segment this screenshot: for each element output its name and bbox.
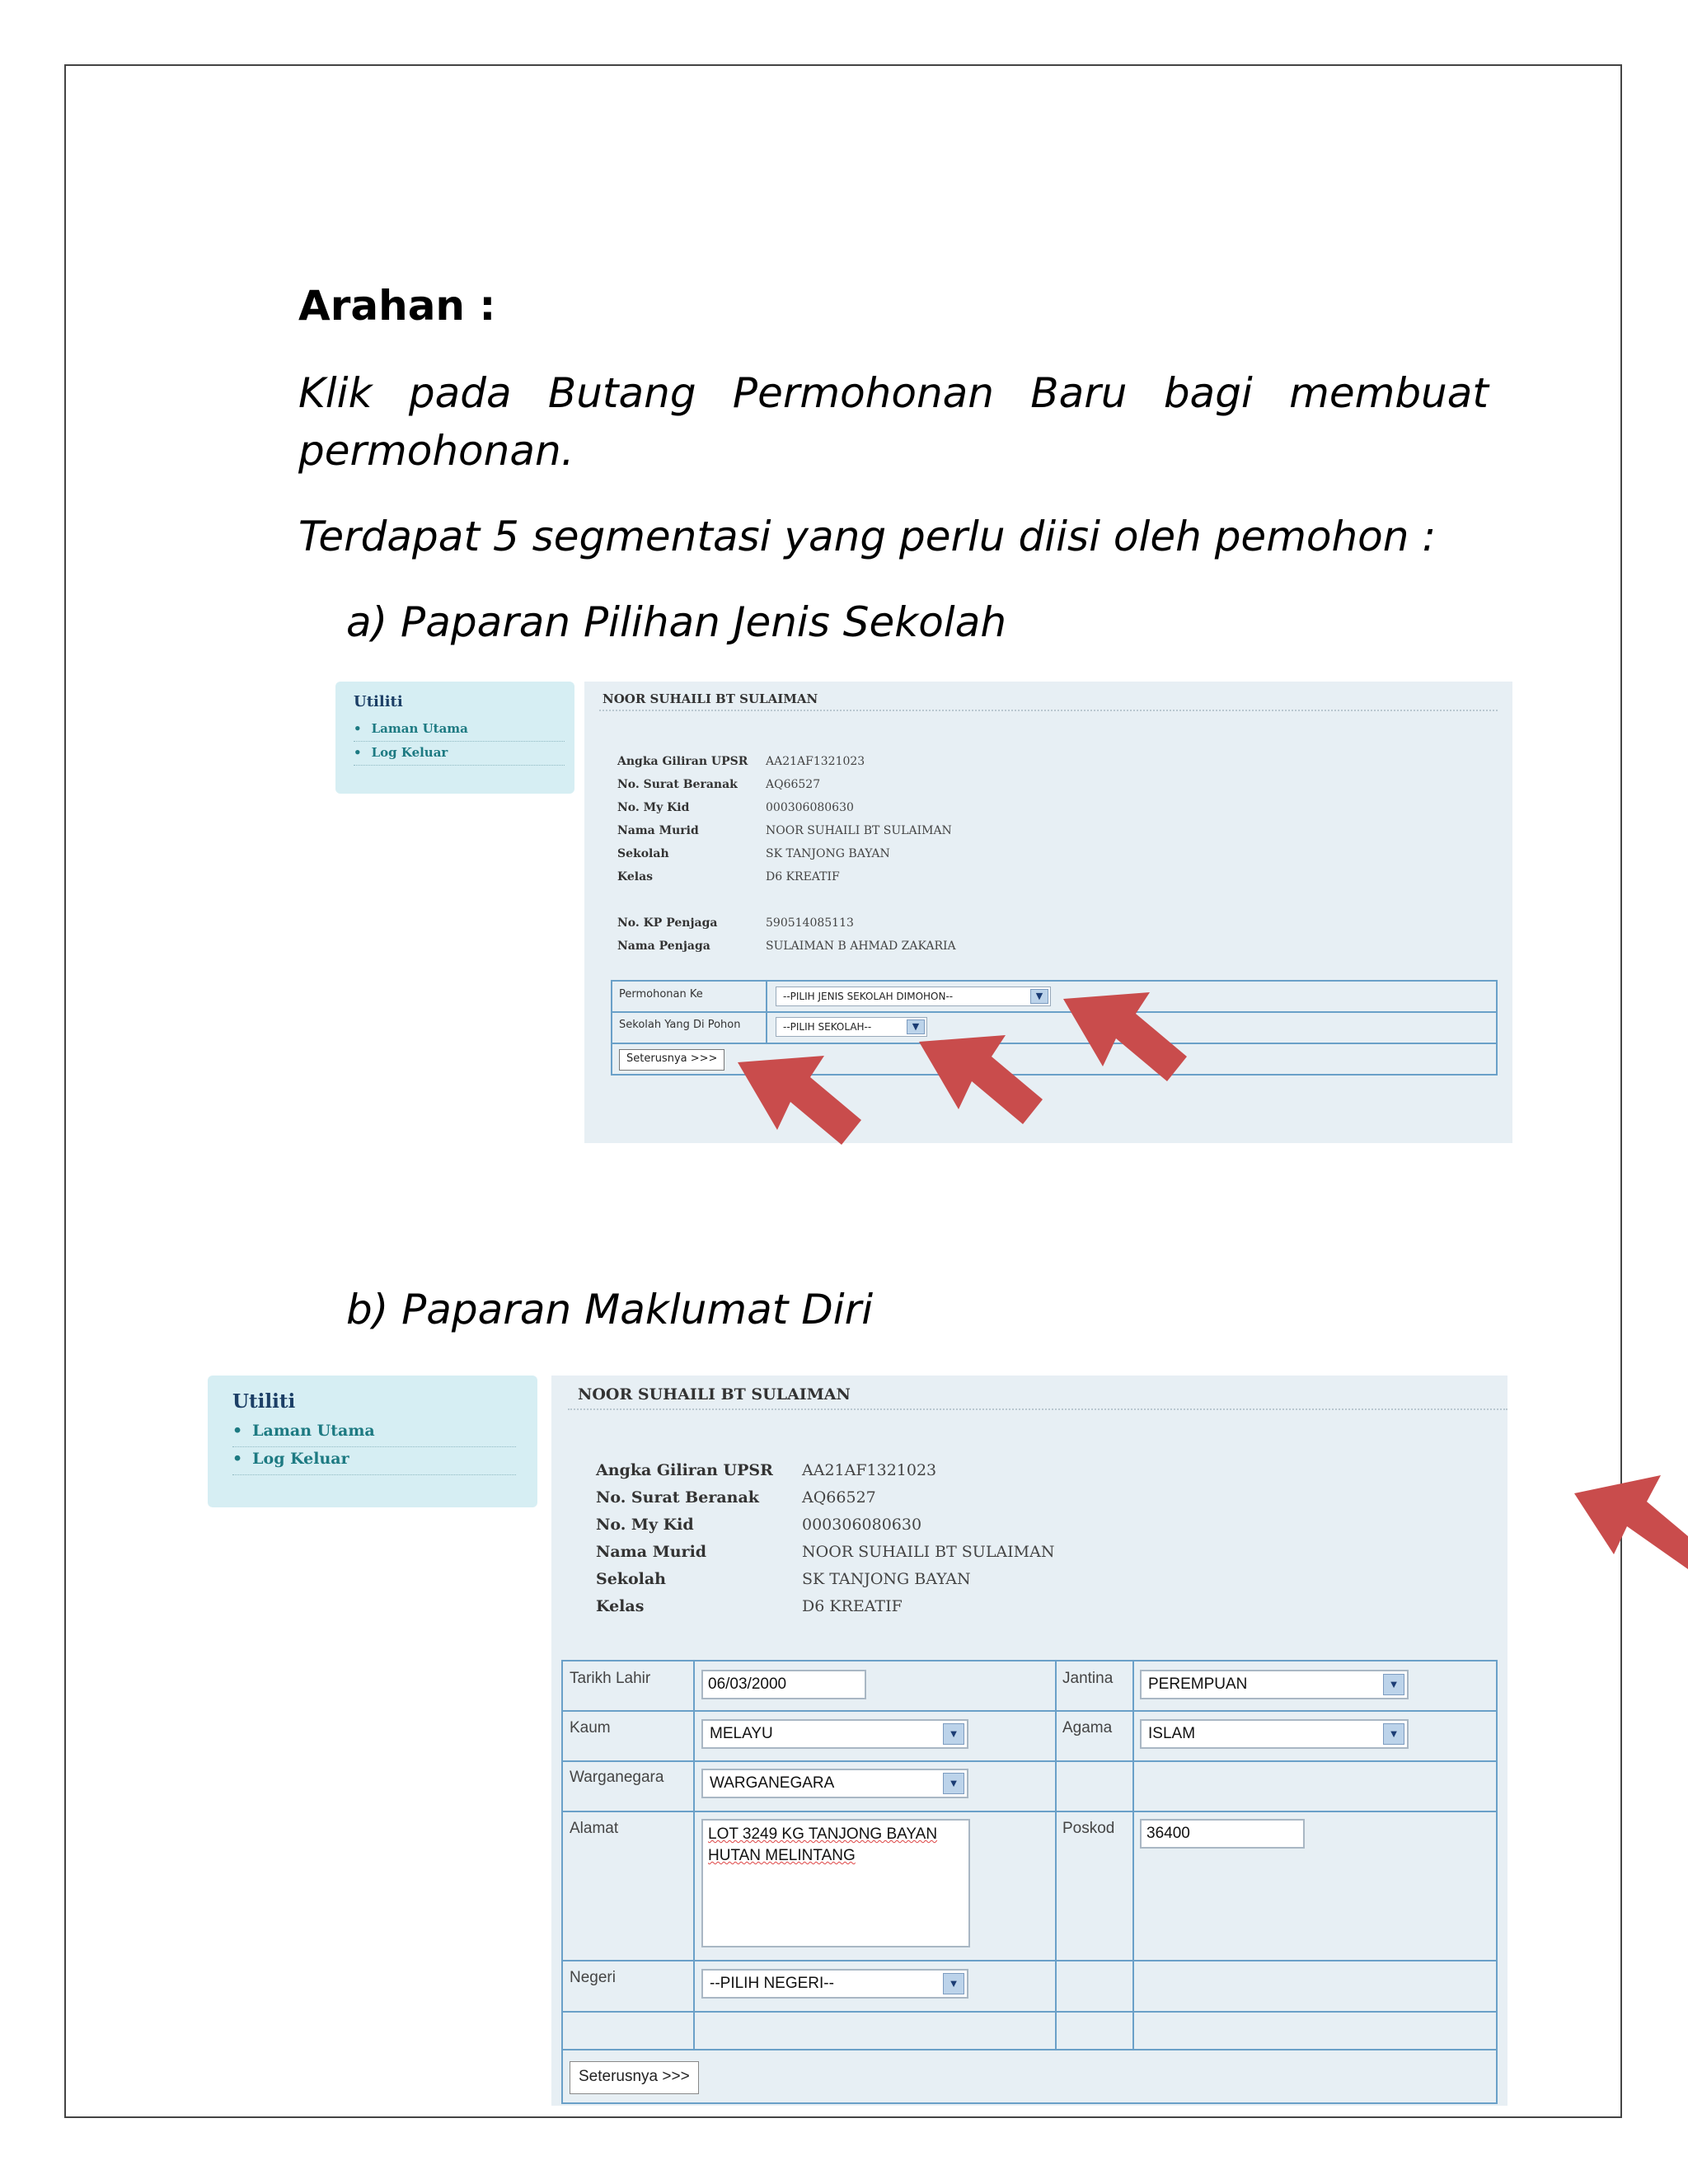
sidebar-utiliti-b — [208, 1376, 537, 1507]
arrow-pointer-icon — [729, 1052, 870, 1160]
instruction-line-1: Klik pada Butang Permohonan Baru bagi membuat — [298, 369, 1489, 417]
label-nama-murid: Nama Murid — [596, 1543, 707, 1561]
instruction-heading: Arahan : — [298, 282, 496, 330]
jantina-label: Jantina — [1062, 1670, 1114, 1687]
chevron-down-icon: ▼ — [1030, 989, 1048, 1004]
sekolah-dipohon-select-value: --PILIH SEKOLAH-- — [783, 1021, 872, 1033]
divider — [563, 2049, 1496, 2050]
personal-info-form — [561, 1660, 1498, 2104]
divider — [1055, 1661, 1057, 2049]
value-kelas: D6 KREATIF — [766, 870, 840, 883]
divider — [563, 1811, 1496, 1812]
divider — [612, 1011, 1496, 1013]
value-surat-beranak: AQ66527 — [802, 1488, 876, 1507]
alamat-label: Alamat — [570, 1820, 619, 1837]
info-row-nama-murid — [617, 824, 952, 837]
value-sekolah: SK TANJONG BAYAN — [766, 847, 890, 860]
negeri-label: Negeri — [570, 1969, 616, 1986]
negeri-select[interactable] — [701, 1969, 968, 1999]
alamat-line-1: LOT 3249 KG TANJONG BAYAN — [708, 1825, 938, 1843]
label-nama-penjaga: Nama Penjaga — [617, 940, 710, 953]
chevron-down-icon: ▼ — [943, 1723, 964, 1745]
chevron-down-icon: ▼ — [943, 1973, 964, 1994]
label-upsr: Angka Giliran UPSR — [617, 755, 748, 768]
divider — [563, 2011, 1496, 2013]
value-upsr: AA21AF1321023 — [802, 1461, 937, 1479]
info-row-mykid — [617, 801, 854, 814]
label-upsr: Angka Giliran UPSR — [596, 1461, 773, 1479]
chevron-down-icon: ▼ — [943, 1773, 964, 1794]
kaum-label: Kaum — [570, 1719, 611, 1736]
value-mykid: 000306080630 — [802, 1516, 922, 1534]
alamat-textarea[interactable] — [701, 1819, 970, 1947]
divider — [599, 710, 1498, 711]
label-sekolah: Sekolah — [596, 1570, 666, 1588]
value-surat-beranak: AQ66527 — [766, 778, 821, 791]
permohonan-select[interactable] — [776, 987, 1051, 1006]
section-b-title: b) Paparan Maklumat Diri — [346, 1286, 874, 1333]
sidebar-item-log-keluar[interactable]: • Log Keluar — [232, 1450, 516, 1475]
value-nama-penjaga: SULAIMAN B AHMAD ZAKARIA — [766, 940, 956, 953]
value-kp-penjaga: 590514085113 — [766, 916, 854, 930]
divider — [563, 1960, 1496, 1961]
arrow-pointer-icon — [911, 1032, 1051, 1139]
arrow-pointer-icon — [1055, 989, 1195, 1096]
divider — [568, 1408, 1507, 1410]
label-nama-murid: Nama Murid — [617, 824, 699, 837]
value-mykid: 000306080630 — [766, 801, 854, 814]
info-row-kelas — [596, 1597, 903, 1615]
chevron-down-icon: ▼ — [1383, 1674, 1404, 1695]
info-row-upsr — [596, 1461, 936, 1479]
label-kelas: Kelas — [617, 870, 654, 883]
info-row-kp-penjaga — [617, 916, 854, 930]
student-name-heading: NOOR SUHAILI BT SULAIMAN — [603, 691, 818, 706]
seterusnya-button[interactable]: Seterusnya >>> — [570, 2061, 699, 2094]
info-row-sekolah — [596, 1570, 971, 1588]
kaum-select-value: MELAYU — [710, 1725, 773, 1742]
chevron-down-icon: ▼ — [1383, 1723, 1404, 1745]
value-kelas: D6 KREATIF — [802, 1597, 903, 1615]
info-row-upsr — [617, 755, 865, 768]
permohonan-select-value: --PILIH JENIS SEKOLAH DIMOHON-- — [783, 991, 954, 1002]
sekolah-dipohon-select[interactable] — [776, 1017, 927, 1037]
tarikh-lahir-input[interactable] — [701, 1670, 866, 1699]
divider — [693, 1661, 695, 2049]
seterusnya-button[interactable]: Seterusnya >>> — [619, 1049, 724, 1071]
sidebar-title: Utiliti — [232, 1390, 296, 1413]
label-kelas: Kelas — [596, 1597, 645, 1615]
sidebar-item-log-keluar[interactable]: • Log Keluar — [354, 745, 565, 766]
info-row-nama-murid — [596, 1543, 1054, 1561]
agama-select-value: ISLAM — [1148, 1725, 1196, 1742]
warganegara-select[interactable] — [701, 1769, 968, 1798]
poskod-input[interactable] — [1140, 1819, 1305, 1849]
section-a-title: a) Paparan Pilihan Jenis Sekolah — [346, 598, 1007, 646]
warganegara-label: Warganegara — [570, 1769, 664, 1786]
jantina-select[interactable] — [1140, 1670, 1409, 1699]
arrow-pointer-icon — [1566, 1472, 1688, 1579]
label-surat-beranak: No. Surat Beranak — [617, 778, 738, 791]
divider — [563, 1760, 1496, 1762]
segment-intro: Terdapat 5 segmentasi yang perlu diisi oleh pemohon : — [298, 513, 1437, 560]
sidebar-item-laman-utama[interactable]: • Laman Utama — [354, 721, 565, 742]
info-row-surat-beranak — [596, 1488, 876, 1507]
main-panel-b — [551, 1376, 1507, 2106]
value-nama-murid: NOOR SUHAILI BT SULAIMAN — [802, 1543, 1055, 1561]
chevron-down-icon: ▼ — [907, 1019, 925, 1034]
label-mykid: No. My Kid — [596, 1516, 694, 1534]
tarikh-lahir-label: Tarikh Lahir — [570, 1670, 651, 1687]
value-sekolah: SK TANJONG BAYAN — [802, 1570, 971, 1588]
sekolah-dipohon-label: Sekolah Yang Di Pohon — [619, 1019, 741, 1031]
label-sekolah: Sekolah — [617, 847, 669, 860]
label-surat-beranak: No. Surat Beranak — [596, 1488, 759, 1507]
poskod-label: Poskod — [1062, 1820, 1115, 1837]
instruction-line-2: permohonan. — [298, 427, 574, 475]
divider — [563, 1710, 1496, 1712]
agama-select[interactable] — [1140, 1719, 1409, 1749]
info-row-surat-beranak — [617, 778, 820, 791]
label-mykid: No. My Kid — [617, 801, 690, 814]
permohonan-label: Permohonan Ke — [619, 988, 703, 1001]
divider — [612, 1043, 1496, 1044]
agama-label: Agama — [1062, 1719, 1113, 1736]
student-name-heading: NOOR SUHAILI BT SULAIMAN — [578, 1385, 851, 1404]
negeri-select-value: --PILIH NEGERI-- — [710, 1975, 834, 1992]
info-row-mykid — [596, 1516, 921, 1534]
sidebar-title: Utiliti — [354, 693, 403, 710]
sidebar-utiliti-a — [335, 682, 574, 794]
divider — [1132, 1661, 1134, 2049]
value-nama-murid: NOOR SUHAILI BT SULAIMAN — [766, 824, 952, 837]
kaum-select[interactable] — [701, 1719, 968, 1749]
jantina-select-value: PEREMPUAN — [1148, 1675, 1248, 1693]
label-kp-penjaga: No. KP Penjaga — [617, 916, 718, 930]
info-row-nama-penjaga — [617, 940, 956, 953]
sidebar-item-laman-utama[interactable]: • Laman Utama — [232, 1422, 516, 1447]
info-row-sekolah — [617, 847, 890, 860]
info-row-kelas — [617, 870, 840, 883]
warganegara-select-value: WARGANEGARA — [710, 1774, 835, 1792]
alamat-line-2: HUTAN MELINTANG — [708, 1847, 856, 1864]
value-upsr: AA21AF1321023 — [766, 755, 865, 768]
